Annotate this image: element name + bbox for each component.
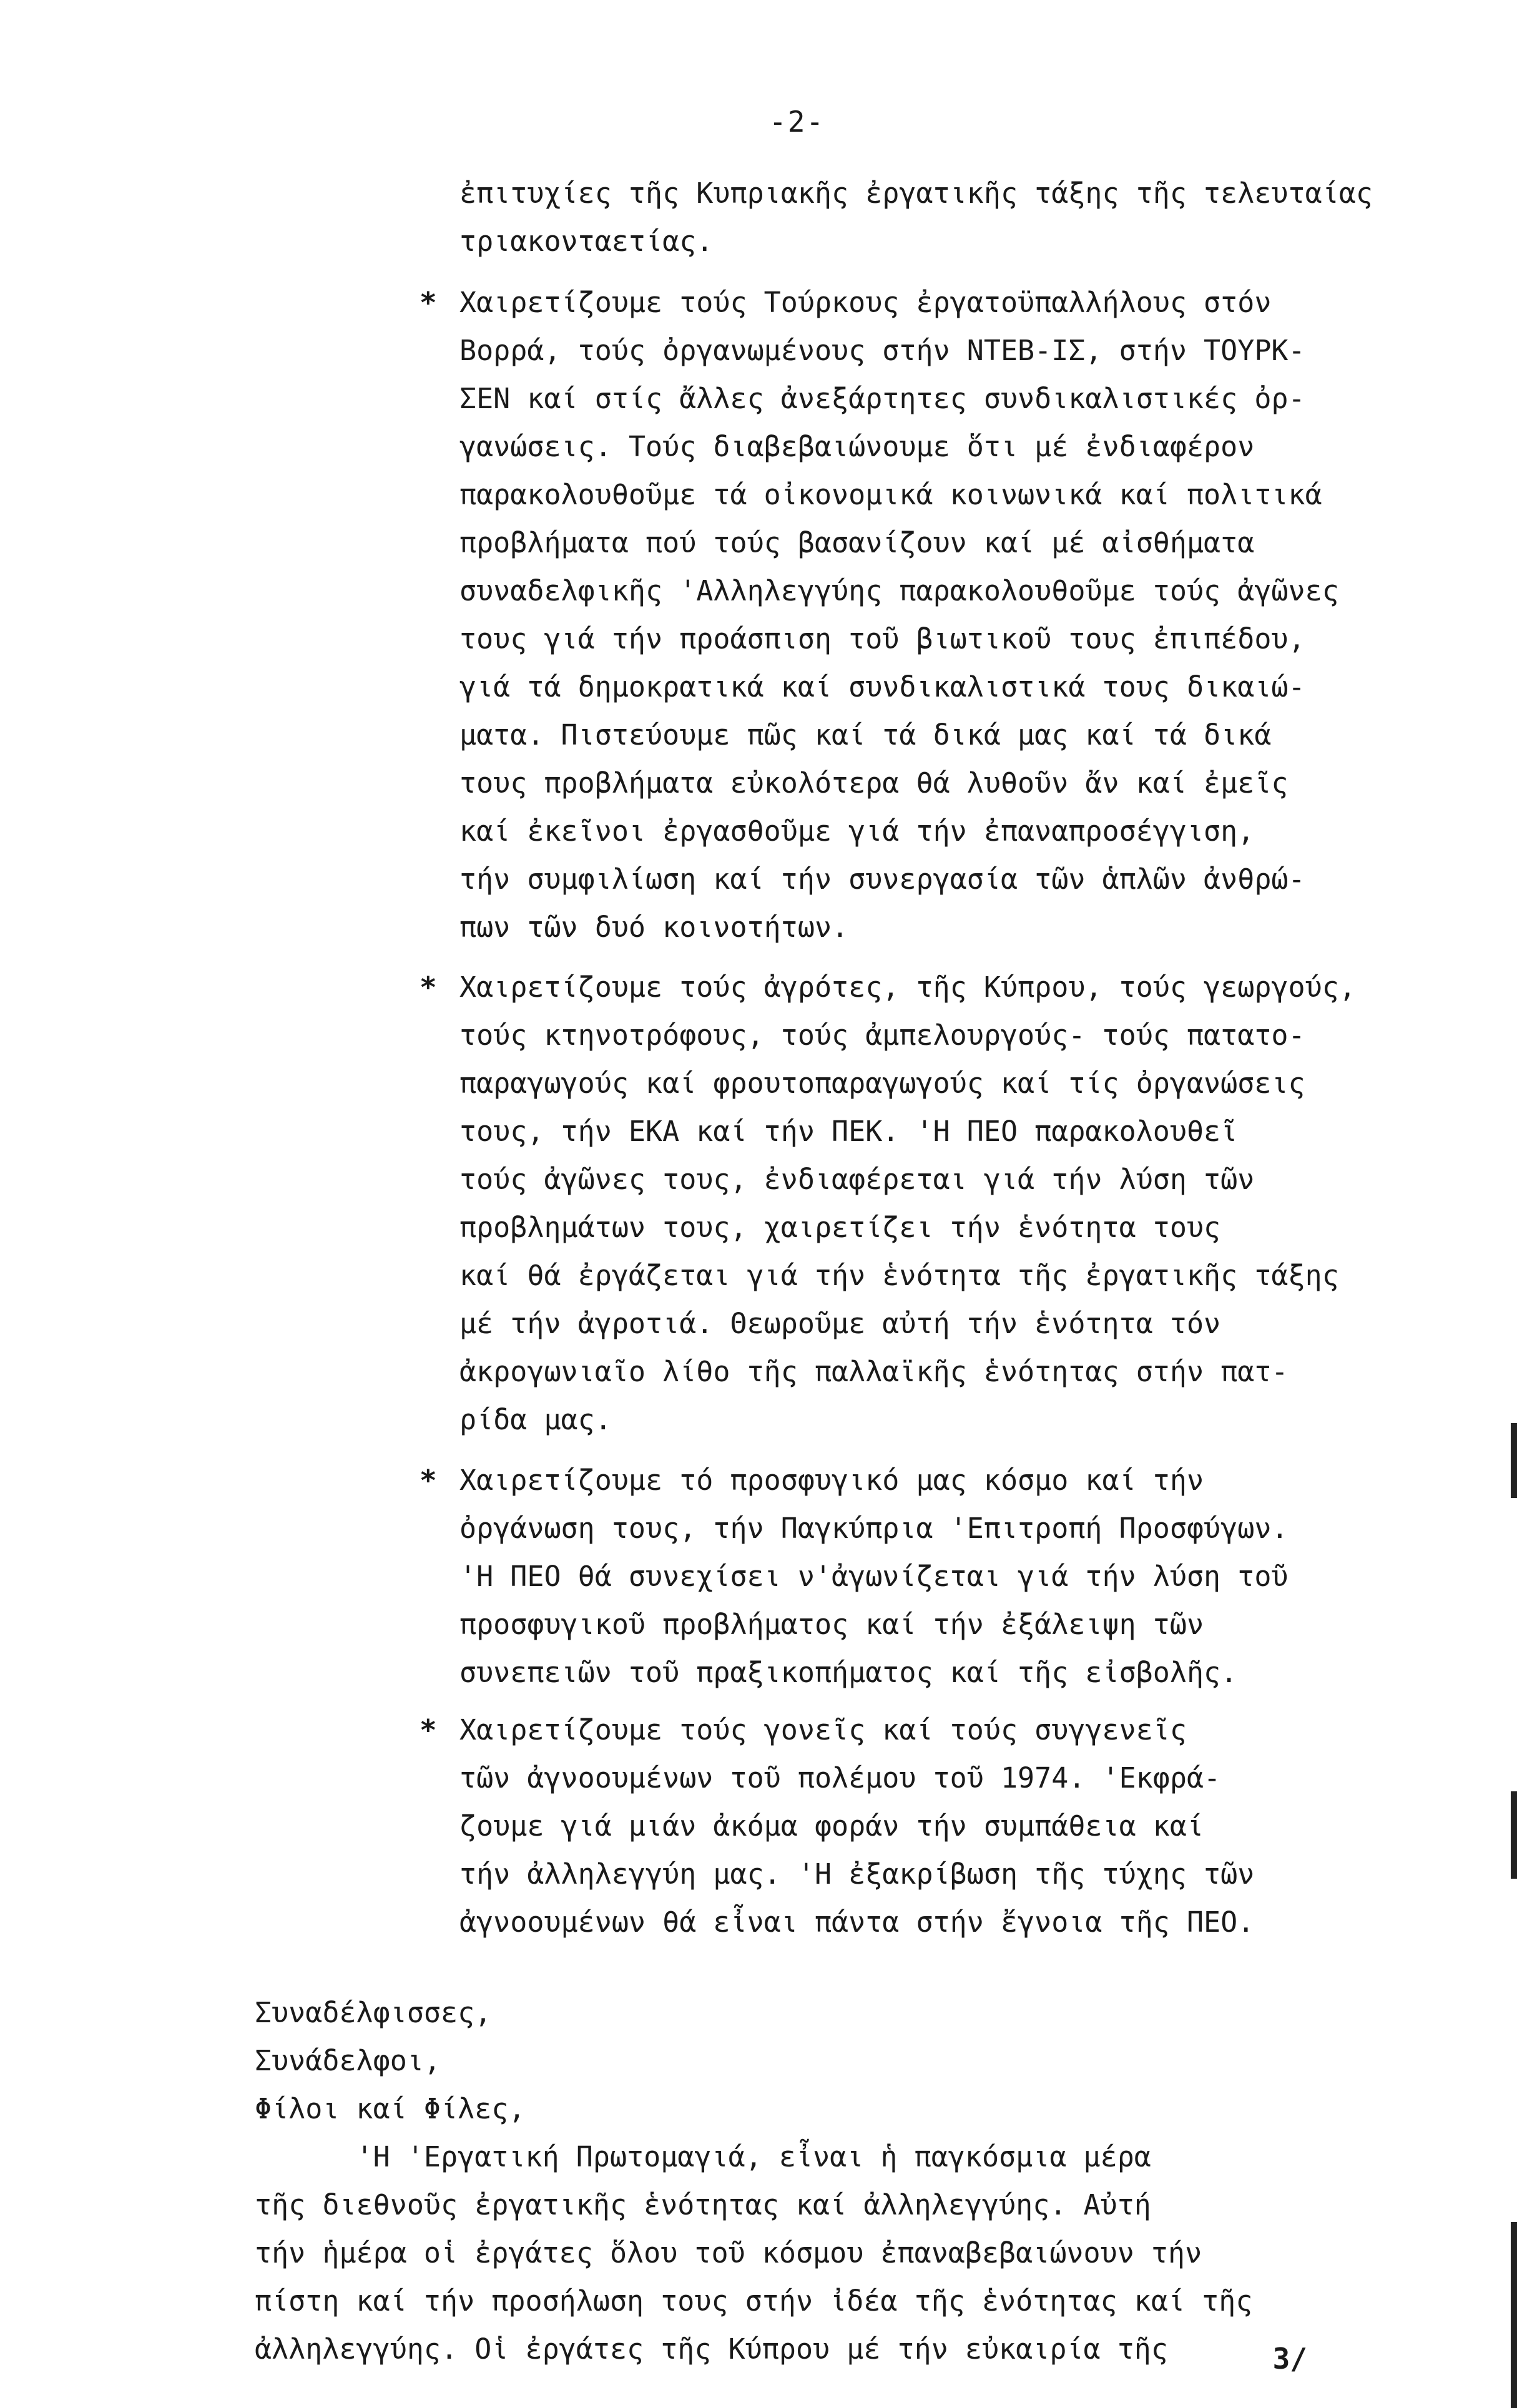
bullet-line: ΣΕΝ καί στίς ἄλλες ἀνεξάρτητες συνδικαλιστικές ὀρ- [459,382,1305,415]
bullet-line: τούς ἀγῶνες τους, ἐνδιαφέρεται γιά τήν λύση τῶν [459,1163,1255,1196]
bullet-line: γιά τά δημοκρατικά καί συνδικαλιστικά τους δικαιώ- [459,670,1305,703]
bullet-line: προσφυγικοῦ προβλήματος καί τήν ἐξάλειψη τῶν [459,1608,1204,1641]
bullet-line: προβλήματα πού τούς βασανίζουν καί μέ αἰσθήματα [459,526,1255,559]
bullet-line: τήν συμφιλίωση καί τήν συνεργασία τῶν ἁπλῶν ἀνθρώ- [459,863,1305,896]
bullet-line: τους γιά τήν προάσπιση τοῦ βιωτικοῦ τους ἐπιπέδου, [459,622,1305,655]
bullet-line: Βορρά, τούς ὀργανωμένους στήν ΝΤΕΒ-ΙΣ, στήν ΤΟΥΡΚ- [459,334,1305,367]
bullet-line: καί ἐκεῖνοι ἐργασθοῦμε γιά τήν ἐπαναπροσέγγιση, [459,815,1255,848]
bullet-line: παραγωγούς καί φρουτοπαραγωγούς καί τίς ὀργανώσεις [459,1067,1305,1100]
bullet-marker: * [420,971,437,1004]
bullet-line: παρακολουθοῦμε τά οἰκονομικά κοινωνικά καί πολιτικά [459,478,1322,511]
scan-edge-mark [1511,1423,1517,1498]
bullet-line: προβλημάτων τους, χαιρετίζει τήν ἑνότητα τους [459,1211,1221,1244]
bullet-line: πων τῶν δυό κοινοτήτων. [459,911,849,944]
bullet-line: μέ τήν ἀγροτιά. Θεωροῦμε αὐτή τήν ἑνότητα τόν [459,1307,1221,1340]
salutation-line: Συναδέλφισσες, [255,1996,492,2029]
bullet-line: καί θά ἐργάζεται γιά τήν ἑνότητα τῆς ἐργατικῆς τάξης [459,1259,1339,1292]
bullet-line: τούς κτηνοτρόφους, τούς ἀμπελουργούς- τούς πατατο- [459,1019,1305,1052]
bullet-line: τήν ἀλληλεγγύη μας. 'Η ἐξακρίβωση τῆς τύχης τῶν [459,1857,1255,1891]
bullet-line: τους προβλήματα εὐκολότερα θά λυθοῦν ἄν καί ἐμεῖς [459,766,1289,800]
bullet-line: ρίδα μας. [459,1403,612,1436]
bullet-line: ζουμε γιά μιάν ἀκόμα φοράν τήν συμπάθεια καί [459,1809,1204,1843]
bullet-line: Χαιρετίζουμε τό προσφυγικό μας κόσμο καί τήν [459,1464,1204,1497]
intro-line: τριακονταετίας. [459,225,714,258]
bullet-line: Χαιρετίζουμε τούς γονεῖς καί τούς συγγενεῖς [459,1713,1187,1746]
bullet-line: συνεπειῶν τοῦ πραξικοπήματος καί τῆς εἰσβολῆς. [459,1656,1238,1689]
scan-edge-mark [1511,2222,1517,2408]
paragraph-line: τήν ἡμέρα οἱ ἐργάτες ὅλου τοῦ κόσμου ἐπαναβεβαιώνουν τήν [255,2236,1202,2269]
bullet-line: ἀγνοουμένων θά εἶναι πάντα στήν ἔγνοια τῆς ΠΕΟ. [459,1906,1255,1939]
bullet-line: γανώσεις. Τούς διαβεβαιώνουμε ὅτι μέ ἐνδιαφέρον [459,430,1255,463]
continuation-marker: 3/ [1272,2342,1307,2376]
paragraph-line: τῆς διεθνοῦς ἐργατικῆς ἑνότητας καί ἀλληλεγγύης. Αὐτή [255,2188,1151,2221]
paragraph-line: 'Η 'Εργατική Πρωτομαγιά, εἶναι ἡ παγκόσμια μέρα [255,2140,1151,2173]
bullet-marker: * [420,1713,437,1747]
bullet-line: συναδελφικῆς 'Αλληλεγγύης παρακολουθοῦμε τούς ἀγῶνες [459,574,1339,607]
bullet-line: ὀργάνωση τους, τήν Παγκύπρια 'Επιτροπή Προσφύγων. [459,1512,1289,1545]
salutation-line: Φίλοι καί Φίλες, [255,2092,526,2125]
bullet-marker: * [420,286,437,320]
bullet-line: Χαιρετίζουμε τούς Τούρκους ἐργατοϋπαλλήλους στόν [459,286,1272,319]
paragraph-line: ἀλληλεγγύης. Οἱ ἐργάτες τῆς Κύπρου μέ τήν εὐκαιρία τῆς [255,2332,1168,2366]
paragraph-line: πίστη καί τήν προσήλωση τους στήν ἰδέα τῆς ἑνότητας καί τῆς [255,2284,1253,2317]
page-number: -2- [769,105,825,139]
salutation-line: Συνάδελφοι, [255,2044,441,2077]
bullet-line: ματα. Πιστεύουμε πῶς καί τά δικά μας καί τά δικά [459,718,1272,751]
bullet-marker: * [420,1464,437,1497]
bullet-line: τους, τήν ΕΚΑ καί τήν ΠΕΚ. 'Η ΠΕΟ παρακολουθεῖ [459,1115,1238,1148]
bullet-line: Χαιρετίζουμε τούς ἀγρότες, τῆς Κύπρου, τούς γεωργούς, [459,971,1356,1004]
intro-line: ἐπιτυχίες τῆς Κυπριακῆς ἐργατικῆς τάξης τῆς τελευταίας [459,177,1373,210]
bullet-line: ἀκρογωνιαῖο λίθο τῆς παλλαϊκῆς ἑνότητας στήν πατ- [459,1355,1289,1388]
bullet-line: τῶν ἀγνοουμένων τοῦ πολέμου τοῦ 1974. 'Εκφρά- [459,1761,1221,1794]
bullet-line: 'Η ΠΕΟ θά συνεχίσει ν'ἀγωνίζεται γιά τήν λύση τοῦ [459,1560,1289,1593]
scan-edge-mark [1511,1791,1517,1879]
